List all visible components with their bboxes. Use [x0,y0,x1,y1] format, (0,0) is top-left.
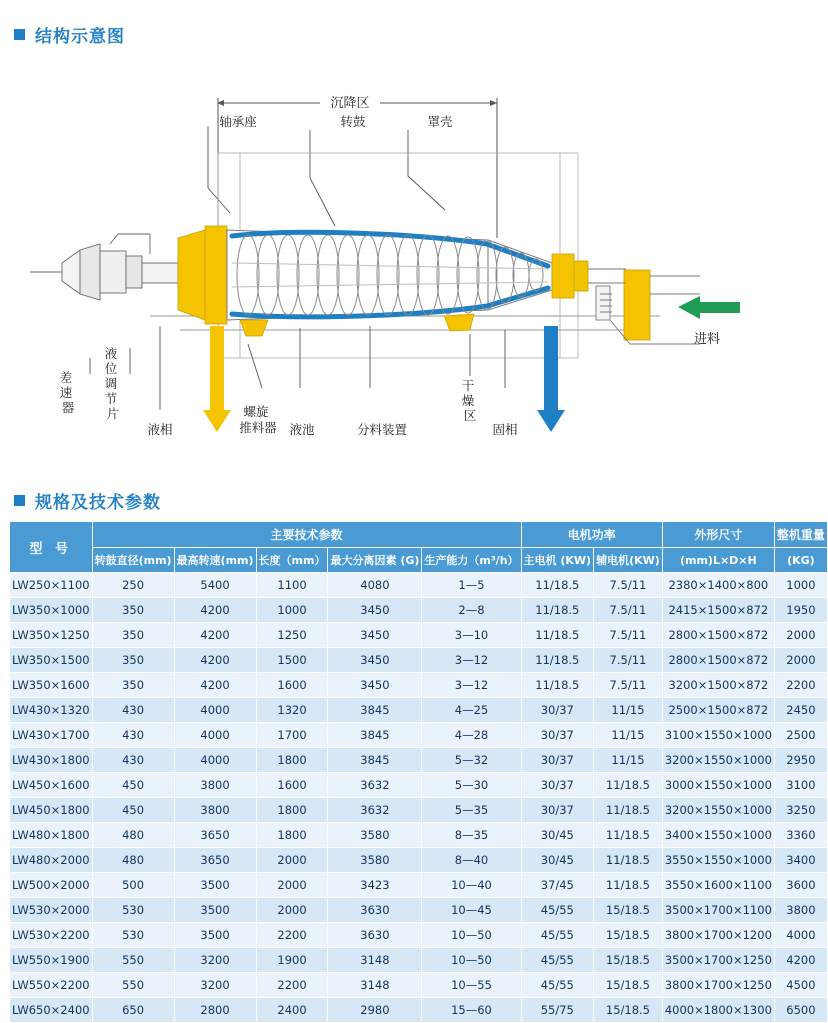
table-cell: 4000×1800×1300 [662,998,774,1023]
col-group-motor-power: 电机功率 [521,522,662,548]
table-cell: 3400 [774,848,827,873]
table-row [10,623,828,648]
drum-left-endplate [178,226,227,324]
table-cell: 5—32 [422,748,521,773]
table-cell: 10—50 [422,948,521,973]
cell-model: LW350×1600 [10,673,93,698]
section-title-diagram: 结构示意图 [35,27,125,47]
table-cell: 8—40 [422,848,521,873]
table-cell: 2200 [774,673,827,698]
table-cell: 30/45 [521,848,594,873]
table-cell: 3200 [174,948,256,973]
table-cell: 550 [92,948,174,973]
col-separation-factor: 最大分离因素 (G) [328,548,422,573]
table-cell: 3800 [774,898,827,923]
col-main-motor: 主电机 (KW) [521,548,594,573]
table-cell: 2800 [174,998,256,1023]
table-cell: 3200 [174,973,256,998]
cell-model: LW650×2400 [10,998,93,1023]
table-row [10,848,828,873]
table-cell: 3800×1700×1200 [662,923,774,948]
table-cell: 11/18.5 [521,673,594,698]
table-cell: 500 [92,873,174,898]
col-aux-motor: 辅电机(KW) [594,548,663,573]
col-group-weight: 整机重量 [774,522,827,548]
col-model: 型 号 [10,522,93,573]
table-cell: 3632 [328,773,422,798]
table-cell: 4080 [328,573,422,598]
header-row-units [10,548,828,573]
table-cell: 3845 [328,748,422,773]
table-cell: 4—28 [422,723,521,748]
table-cell: 1700 [256,723,328,748]
table-cell: 10—40 [422,873,521,898]
table-cell: 550 [92,973,174,998]
table-cell: 15/18.5 [594,898,663,923]
label-solid-phase: 固相 [492,422,518,437]
table-cell: 1500 [256,648,328,673]
cell-model: LW430×1800 [10,748,93,773]
table-row [10,598,828,623]
solid-phase-arrow [537,326,565,432]
table-cell: 2500 [774,723,827,748]
table-cell: 3—12 [422,648,521,673]
table-cell: 4000 [774,923,827,948]
table-cell: 6500 [774,998,827,1023]
table-cell: 2800×1500×872 [662,623,774,648]
col-length: 长度（mm） [256,548,328,573]
table-cell: 3000×1550×1000 [662,773,774,798]
table-cell: 3423 [328,873,422,898]
table-cell: 4000 [174,698,256,723]
label-differential: 差 速 器 [59,370,75,415]
table-cell: 480 [92,848,174,873]
label-feed: 进料 [693,332,721,347]
table-cell: 3800 [174,773,256,798]
col-weight-unit: (KG) [774,548,827,573]
table-cell: 1600 [256,773,328,798]
table-cell: 3630 [328,923,422,948]
table-cell: 11/15 [594,723,663,748]
label-liquid-pool: 液池 [289,422,315,437]
table-cell: 30/45 [521,823,594,848]
col-group-dimensions: 外形尺寸 [662,522,774,548]
table-cell: 3148 [328,948,422,973]
table-cell: 11/18.5 [594,798,663,823]
col-group-main-params: 主要技术参数 [92,522,521,548]
table-cell: 3550×1600×1100 [662,873,774,898]
cell-model: LW550×2200 [10,973,93,998]
table-row [10,873,828,898]
table-cell: 250 [92,573,174,598]
table-cell: 4200 [174,598,256,623]
table-cell: 11/18.5 [594,773,663,798]
table-cell: 7.5/11 [594,648,663,673]
table-cell: 1950 [774,598,827,623]
table-cell: 30/37 [521,798,594,823]
table-cell: 3580 [328,823,422,848]
table-cell: 430 [92,698,174,723]
table-cell: 2000 [774,648,827,673]
table-cell: 3450 [328,598,422,623]
label-liquid-phase: 液相 [147,422,173,437]
spec-table-wrapper [9,521,825,1023]
table-cell: 3450 [328,648,422,673]
table-row [10,673,828,698]
table-cell: 3500 [174,873,256,898]
cell-model: LW550×1900 [10,948,93,973]
table-cell: 2000 [256,873,328,898]
table-cell: 7.5/11 [594,673,663,698]
table-row [10,723,828,748]
table-row [10,798,828,823]
table-cell: 2000 [256,848,328,873]
table-cell: 2800×1500×872 [662,648,774,673]
table-row [10,748,828,773]
table-cell: 1800 [256,748,328,773]
table-cell: 3200×1550×1000 [662,748,774,773]
table-cell: 1800 [256,798,328,823]
table-cell: 650 [92,998,174,1023]
table-cell: 4200 [174,648,256,673]
table-cell: 3650 [174,848,256,873]
table-cell: 3450 [328,673,422,698]
spec-table-body [10,573,828,1023]
table-cell: 350 [92,648,174,673]
table-row [10,573,828,598]
table-cell: 530 [92,923,174,948]
table-cell: 3600 [774,873,827,898]
col-dimensions-unit: (mm)L×D×H [662,548,774,573]
table-cell: 3845 [328,723,422,748]
table-cell: 3—10 [422,623,521,648]
cell-model: LW350×1500 [10,648,93,673]
table-cell: 15/18.5 [594,923,663,948]
table-cell: 7.5/11 [594,623,663,648]
table-cell: 10—45 [422,898,521,923]
table-cell: 1000 [256,598,328,623]
table-cell: 2000 [256,898,328,923]
cell-model: LW530×2200 [10,923,93,948]
cell-model: LW350×1250 [10,623,93,648]
table-cell: 1000 [774,573,827,598]
label-level-plate: 液 位 调 节 片 [104,346,120,421]
table-cell: 1600 [256,673,328,698]
table-row [10,948,828,973]
table-cell: 1100 [256,573,328,598]
table-cell: 350 [92,598,174,623]
table-cell: 3200×1550×1000 [662,798,774,823]
table-cell: 1320 [256,698,328,723]
table-row [10,648,828,673]
table-cell: 3580 [328,848,422,873]
table-cell: 2000 [774,623,827,648]
table-row [10,698,828,723]
table-cell: 2400 [256,998,328,1023]
table-cell: 11/15 [594,748,663,773]
table-cell: 450 [92,773,174,798]
table-cell: 3148 [328,973,422,998]
table-cell: 2380×1400×800 [662,573,774,598]
table-cell: 2200 [256,923,328,948]
cell-model: LW350×1000 [10,598,93,623]
table-cell: 10—55 [422,973,521,998]
cell-model: LW480×2000 [10,848,93,873]
col-capacity: 生产能力（m³/h） [422,548,521,573]
table-cell: 11/18.5 [594,873,663,898]
cell-model: LW530×2000 [10,898,93,923]
table-cell: 3400×1550×1000 [662,823,774,848]
table-cell: 430 [92,748,174,773]
table-cell: 2415×1500×872 [662,598,774,623]
leader-bearing-seat [208,126,230,213]
table-row [10,823,828,848]
label-distributor: 分料装置 [356,422,408,437]
label-drying-zone: 干 燥 区 [461,378,477,423]
square-bullet-icon [14,29,25,40]
table-cell: 2980 [328,998,422,1023]
table-cell: 450 [92,798,174,823]
table-cell: 11/18.5 [521,623,594,648]
section-heading-diagram [0,22,125,47]
table-row [10,898,828,923]
liquid-phase-arrow [203,326,231,432]
table-cell: 15/18.5 [594,948,663,973]
table-cell: 45/55 [521,898,594,923]
label-rotor-drum: 转鼓 [340,114,366,129]
differential-assembly [30,234,178,300]
table-cell: 45/55 [521,923,594,948]
table-cell: 15/18.5 [594,973,663,998]
table-row [10,773,828,798]
table-cell: 30/37 [521,748,594,773]
table-cell: 55/75 [521,998,594,1023]
table-cell: 530 [92,898,174,923]
table-cell: 2450 [774,698,827,723]
label-housing: 罩壳 [427,114,453,129]
table-cell: 11/18.5 [594,823,663,848]
table-cell: 10—50 [422,923,521,948]
table-cell: 3200×1500×872 [662,673,774,698]
table-cell: 3800×1700×1250 [662,973,774,998]
table-cell: 4500 [774,973,827,998]
table-cell: 37/45 [521,873,594,898]
section-heading-spec [0,488,161,513]
square-bullet-icon [14,495,25,506]
table-cell: 3500 [174,923,256,948]
section-title-spec: 规格及技术参数 [35,493,161,513]
cell-model: LW480×1800 [10,823,93,848]
table-cell: 8—35 [422,823,521,848]
cell-model: LW430×1320 [10,698,93,723]
table-cell: 3500 [174,898,256,923]
table-cell: 480 [92,823,174,848]
cell-model: LW500×2000 [10,873,93,898]
table-cell: 5—30 [422,773,521,798]
table-cell: 5400 [174,573,256,598]
table-cell: 1—5 [422,573,521,598]
spec-table [9,521,828,1023]
table-cell: 45/55 [521,973,594,998]
table-cell: 1250 [256,623,328,648]
table-cell: 2500×1500×872 [662,698,774,723]
table-cell: 3250 [774,798,827,823]
label-bearing-seat: 轴承座 [219,114,257,129]
table-cell: 5—35 [422,798,521,823]
table-cell: 11/18.5 [594,848,663,873]
table-cell: 3650 [174,823,256,848]
table-cell: 4000 [174,723,256,748]
table-cell: 430 [92,723,174,748]
table-cell: 2—8 [422,598,521,623]
table-cell: 3632 [328,798,422,823]
spec-table-head [10,522,828,573]
table-cell: 3500×1700×1100 [662,898,774,923]
structural-diagram [0,58,770,468]
table-cell: 3845 [328,698,422,723]
table-cell: 2200 [256,973,328,998]
table-cell: 1900 [256,948,328,973]
table-cell: 15—60 [422,998,521,1023]
table-cell: 350 [92,673,174,698]
table-cell: 3550×1550×1000 [662,848,774,873]
table-cell: 7.5/11 [594,573,663,598]
table-cell: 3800 [174,798,256,823]
cell-model: LW430×1700 [10,723,93,748]
table-row [10,973,828,998]
leader-rotor-drum [310,130,335,226]
table-cell: 3500×1700×1250 [662,948,774,973]
table-cell: 3—12 [422,673,521,698]
table-cell: 15/18.5 [594,998,663,1023]
table-cell: 30/37 [521,773,594,798]
table-cell: 4000 [174,748,256,773]
leader-housing [408,130,445,210]
cell-model: LW450×1800 [10,798,93,823]
label-settling-zone: 沉降区 [330,96,370,111]
table-cell: 4—25 [422,698,521,723]
table-cell: 3100×1550×1000 [662,723,774,748]
table-cell: 3630 [328,898,422,923]
col-max-speed: 最高转速(mm) [174,548,256,573]
feed-arrow [678,296,740,319]
table-cell: 11/18.5 [521,573,594,598]
table-cell: 2950 [774,748,827,773]
table-cell: 11/15 [594,698,663,723]
table-cell: 11/18.5 [521,648,594,673]
leader-screw [248,344,262,388]
table-cell: 45/55 [521,948,594,973]
table-cell: 11/18.5 [521,598,594,623]
table-cell: 4200 [174,623,256,648]
table-cell: 7.5/11 [594,598,663,623]
table-cell: 30/37 [521,723,594,748]
table-cell: 30/37 [521,698,594,723]
col-drum-diameter: 转鼓直径(mm) [92,548,174,573]
table-row [10,923,828,948]
cell-model: LW250×1100 [10,573,93,598]
table-cell: 3360 [774,823,827,848]
table-cell: 3100 [774,773,827,798]
label-screw-conveyor: 螺旋 推料器 [239,404,277,435]
cell-model: LW450×1600 [10,773,93,798]
table-row [10,998,828,1023]
header-row-groups [10,522,828,548]
table-cell: 4200 [774,948,827,973]
table-cell: 350 [92,623,174,648]
table-cell: 1800 [256,823,328,848]
table-cell: 3450 [328,623,422,648]
table-cell: 4200 [174,673,256,698]
rotor-drum-body [227,230,552,320]
